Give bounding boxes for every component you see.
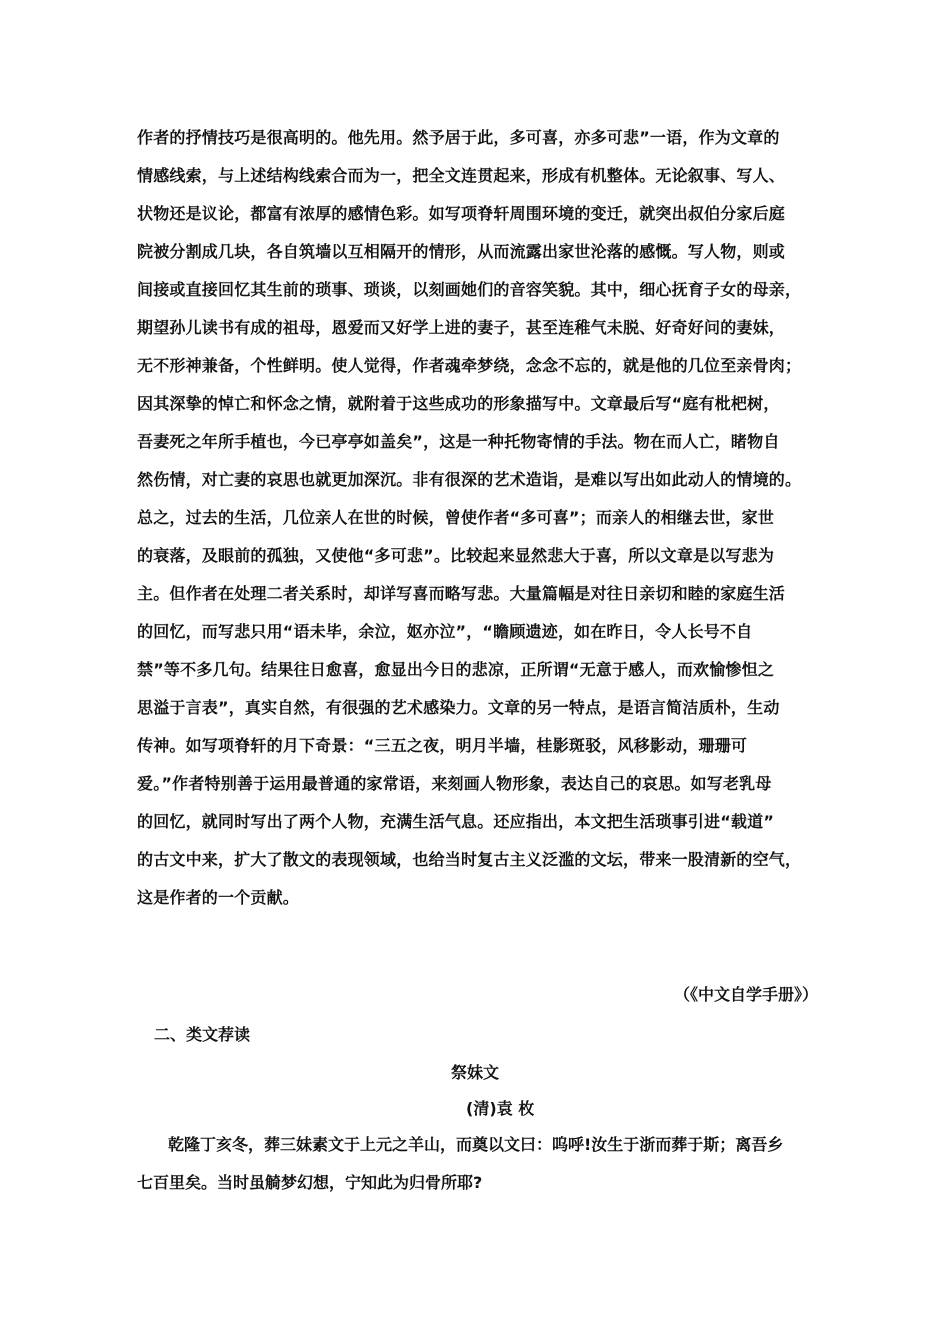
commentary-line: 传神。如写项脊轩的月下奇景：“三五之夜，明月半墙，桂影斑驳，风移影动，珊珊可 [137,736,748,755]
commentary-line: 吾妻死之年所手植也，今已亭亭如盖矣”，这是一种托物寄情的手法。物在而人亡，睹物自 [137,432,780,451]
commentary-line: 思溢于言表”，真实自然，有很强的艺术感染力。文章的另一特点，是语言简洁质朴，生动 [137,698,780,717]
commentary-line: 状物还是议论，都富有浓厚的感情色彩。如写项脊轩周围环境的变迁，就突出叔伯分家后庭 [137,204,786,223]
commentary-line: 然伤情，对亡妻的哀思也就更加深沉。非有很深的艺术造诣，是难以写出如此动人的情境的。 [137,470,802,489]
commentary-line: 爱。”作者特别善于运用最普通的家常语，来刻画人物形象，表达自己的哀思。如写老乳母 [137,774,772,793]
commentary-line: 因其深挚的悼亡和怀念之情，就附着于这些成功的形象描写中。文章最后写“庭有枇杷树， [137,394,780,413]
reading-line: 乾隆丁亥冬，葬三妹素文于上元之羊山，而奠以文曰：呜呼!汝生于浙而葬于斯；离吾乡 [168,1135,784,1154]
commentary-line: 无不形神兼备，个性鲜明。使人觉得，作者魂牵梦绕，念念不忘的，就是他的几位至亲骨肉； [137,356,802,375]
commentary-line: 禁”等不多几句。结果往日愈喜，愈显出今日的悲凉，正所谓“无意于感人，而欢愉惨怛之 [137,660,775,679]
reading-line: 七百里矣。当时虽觭梦幻想，宁知此为归骨所耶? [137,1173,483,1192]
commentary-line: 的回忆，就同时写出了两个人物，充满生活气息。还应指出，本文把生活琐事引进“载道” [137,812,775,831]
section-heading: 二、类文荐读 [154,1025,251,1044]
commentary-line: 作者的抒情技巧是很高明的。他先用。然予居于此，多可喜，亦多可悲”一语，作为文章的 [137,128,780,147]
commentary-line: 总之，过去的生活，几位亲人在世的时候，曾使作者“多可喜”；而亲人的相继去世，家世 [137,508,775,527]
commentary-line: 的衰落，及眼前的孤独，又使他“多可悲”。比较起来显然悲大于喜，所以文章是以写悲为 [137,546,775,565]
commentary-line: 间接或直接回忆其生前的琐事、琐谈，以刻画她们的音容笑貌。其中，细心抚育子女的母亲， [137,280,802,299]
commentary-line: 期望孙儿读书有成的祖母，恩爱而又好学上进的妻子，甚至连稚气未脱、好奇好问的妻妹， [137,318,786,337]
commentary-line: 这是作者的一个贡献。 [137,888,300,907]
reading-title: 祭妹文 [450,1063,499,1082]
reading-author: (清)袁 枚 [466,1099,535,1118]
commentary-line: 的古文中来，扩大了散文的表现领域，也给当时复古主义泛滥的文坛，带来一股清新的空气， [137,850,802,869]
source-citation: （《中文自学手册》） [673,985,818,1004]
commentary-line: 的回忆，而写悲只用“语未毕，余泣，妪亦泣”，“瞻顾遗迹，如在昨日，令人长号不自 [137,622,753,641]
commentary-line: 主。但作者在处理二者关系时，却详写喜而略写悲。大量篇幅是对往日亲切和睦的家庭生活 [137,584,786,603]
commentary-line: 院被分割成几块，各自筑墙以互相隔开的情形，从而流露出家世沦落的感慨。写人物，则或 [137,242,786,261]
commentary-line: 情感线索，与上述结构线索合而为一，把全文连贯起来，形成有机整体。无论叙事、写人、 [137,166,786,185]
